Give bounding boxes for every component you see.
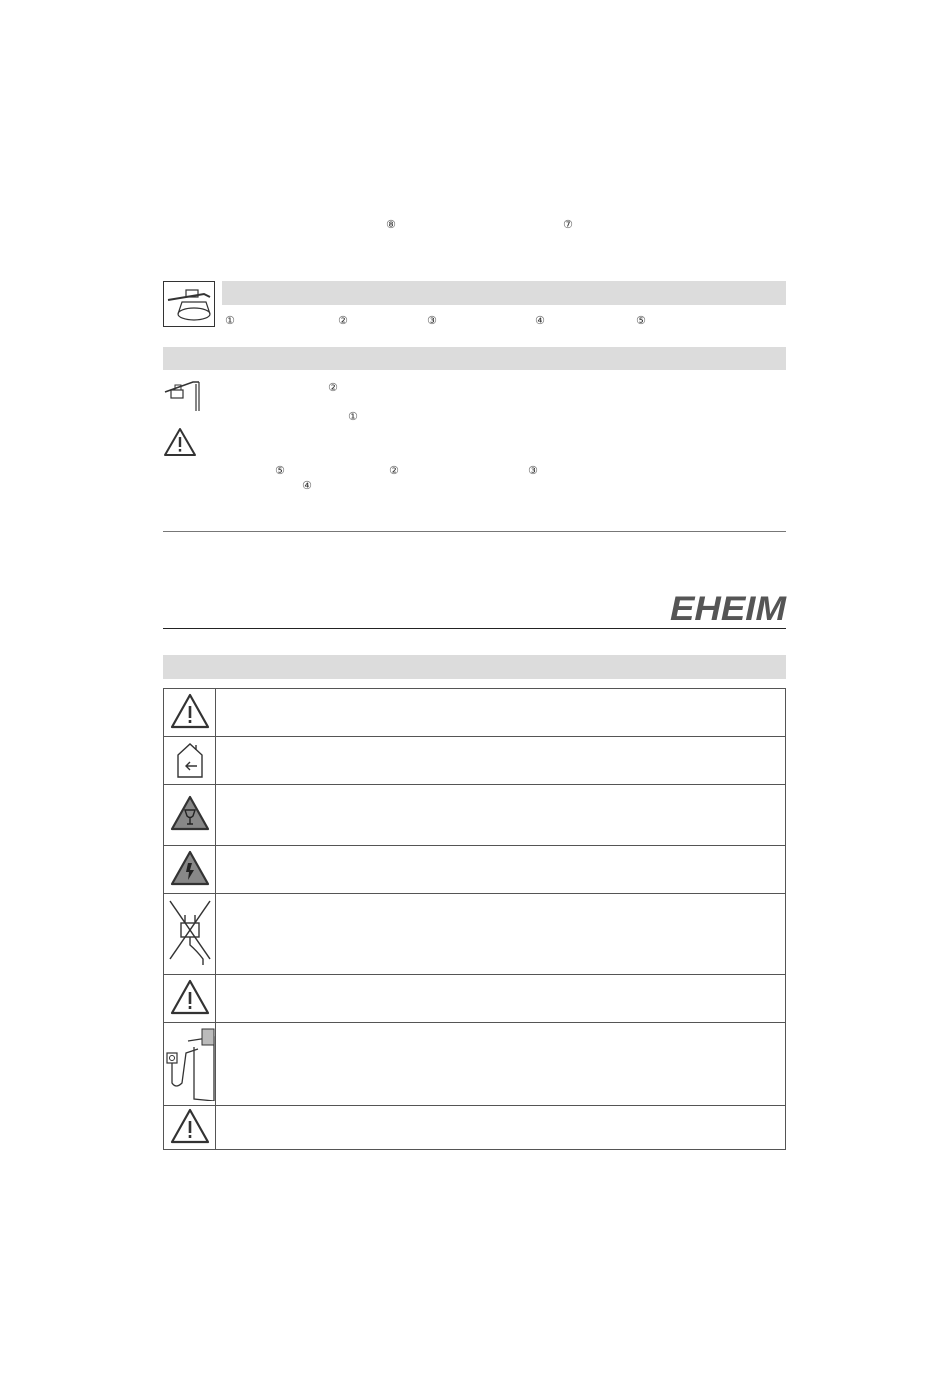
callout-2: ② [389, 464, 399, 477]
safety-text [216, 737, 786, 785]
callout-5: ⑤ [275, 464, 285, 477]
callout-2: ② [338, 314, 348, 327]
safety-text [216, 846, 786, 894]
mounting-icon [163, 378, 203, 412]
warning-icon [164, 1106, 216, 1150]
indoor-use-icon [164, 737, 216, 785]
safety-text [216, 894, 786, 975]
fragile-warning-icon [164, 785, 216, 846]
table-row [164, 785, 786, 846]
safety-text [216, 689, 786, 737]
callout-4: ④ [302, 479, 312, 492]
section-header-bar [222, 281, 786, 305]
callout-5: ⑤ [636, 314, 646, 327]
safety-instructions-table [163, 688, 786, 1150]
electric-shock-icon [164, 846, 216, 894]
device-illustration-icon [163, 281, 215, 327]
callout-2: ② [328, 381, 338, 394]
warning-icon [163, 427, 197, 457]
table-row [164, 1023, 786, 1106]
drip-loop-icon [164, 1023, 216, 1106]
safety-text [216, 975, 786, 1023]
safety-text [216, 1106, 786, 1150]
table-row [164, 1106, 786, 1150]
warning-icon [164, 975, 216, 1023]
table-row [164, 689, 786, 737]
table-row [164, 737, 786, 785]
divider [163, 628, 786, 629]
callout-3: ③ [528, 464, 538, 477]
table-row [164, 894, 786, 975]
section-header-bar [163, 347, 786, 370]
divider [163, 531, 786, 532]
callout-4: ④ [535, 314, 545, 327]
callout-1: ① [348, 410, 358, 423]
safety-header-bar [163, 655, 786, 679]
callout-7: ⑦ [563, 218, 573, 231]
safety-text [216, 785, 786, 846]
eheim-logo [668, 590, 788, 624]
callout-3: ③ [427, 314, 437, 327]
no-plug-icon [164, 894, 216, 975]
callout-1: ① [225, 314, 235, 327]
warning-icon [164, 689, 216, 737]
table-row [164, 846, 786, 894]
callout-8: ⑧ [386, 218, 396, 231]
safety-text [216, 1023, 786, 1106]
svg-text:EHEIM: EHEIM [670, 590, 787, 624]
table-row [164, 975, 786, 1023]
